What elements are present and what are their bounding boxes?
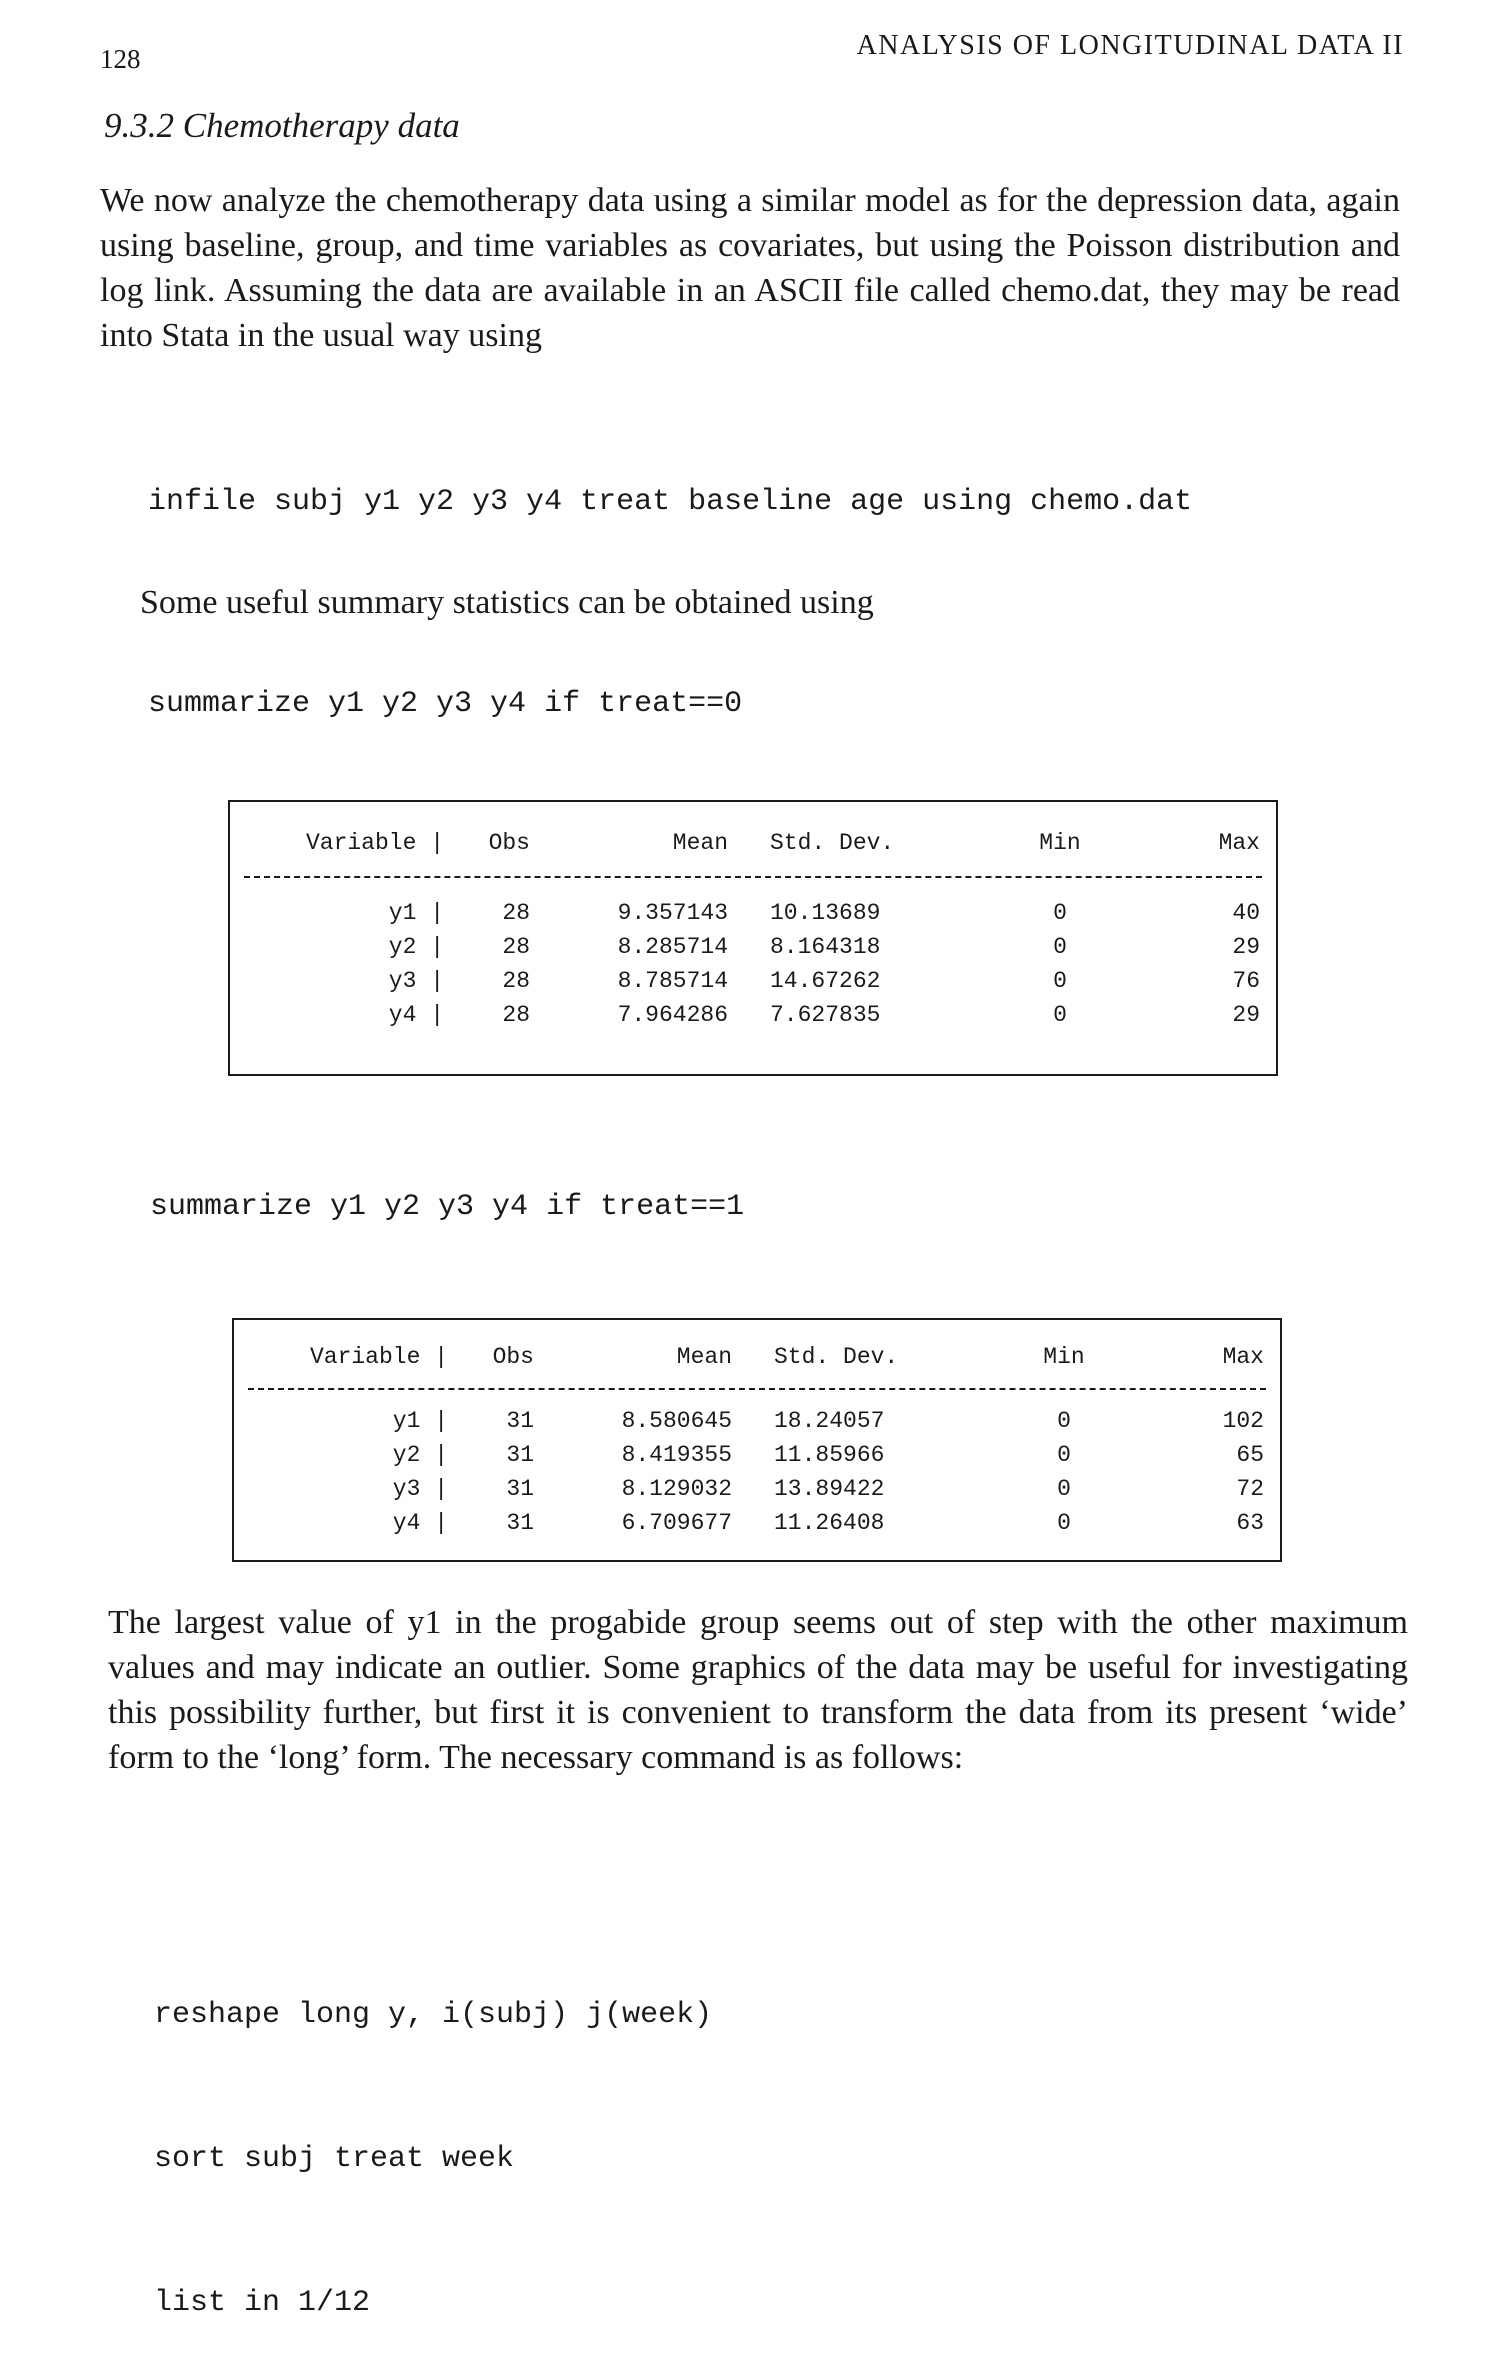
cell-obs: 31 [506, 1510, 534, 1536]
table-row [234, 1404, 1280, 1438]
section-heading: 9.3.2 Chemotherapy data [104, 106, 460, 145]
header-min: Min [1043, 1344, 1085, 1370]
table-row [230, 896, 1276, 930]
running-header: ANALYSIS OF LONGITUDINAL DATA II [856, 30, 1404, 61]
cell-min: 0 [1053, 1002, 1067, 1028]
cell-mean: 8.419355 [621, 1442, 732, 1468]
reshape-code-block [154, 1895, 712, 2375]
header-max: Max [1222, 1344, 1264, 1370]
table-row [234, 1472, 1280, 1506]
summary-table-treat0 [228, 800, 1278, 1076]
cell-min: 0 [1053, 900, 1067, 926]
cell-max: 40 [1232, 900, 1260, 926]
table-row [230, 930, 1276, 964]
cell-variable: y2 | [392, 1442, 448, 1468]
cell-variable: y4 | [388, 1002, 444, 1028]
cell-obs: 31 [506, 1442, 534, 1468]
cell-sd: 7.627835 [770, 1002, 881, 1028]
cell-min: 0 [1057, 1476, 1071, 1502]
cell-max: 102 [1222, 1408, 1264, 1434]
table-row [234, 1506, 1280, 1540]
table-header-row [234, 1340, 1280, 1374]
page-number: 128 [100, 44, 141, 74]
table-header-row [230, 826, 1276, 860]
cell-max: 29 [1232, 1002, 1260, 1028]
summarize-treat0-command: summarize y1 y2 y3 y4 if treat==0 [148, 687, 743, 721]
cell-variable: y3 | [392, 1476, 448, 1502]
outlier-paragraph: The largest value of y1 in the progabide group seems out of step with the other maximum values and may indicate an outlier. Some graphics of the data may be useful for investigating this possibility further, but first it is convenient to transform the data from its present ‘wide’ form to the ‘long’ form. The necessary command is as follows: [108, 1604, 1408, 1776]
cell-obs: 28 [502, 1002, 530, 1028]
cell-sd: 11.26408 [774, 1510, 885, 1536]
cell-variable: y4 | [392, 1510, 448, 1536]
infile-command: infile subj y1 y2 y3 y4 treat baseline age using chemo.dat [148, 485, 1193, 519]
cell-sd: 14.67262 [770, 968, 881, 994]
cell-variable: y2 | [388, 934, 444, 960]
cell-sd: 11.85966 [774, 1442, 885, 1468]
cell-variable: y3 | [388, 968, 444, 994]
header-variable: Variable | [305, 830, 444, 856]
cell-max: 65 [1236, 1442, 1264, 1468]
intro-paragraph: We now analyze the chemotherapy data using a similar model as for the depression data, again using baseline, group, and time variables as covariates, but using the Poisson distribution and log link. Assuming the data are available in an ASCII file called chemo.dat, they may be read into Stata in the usual way using [100, 182, 1400, 354]
cell-min: 0 [1053, 968, 1067, 994]
cell-mean: 8.785714 [617, 968, 728, 994]
cell-mean: 8.129032 [621, 1476, 732, 1502]
header-sd: Std. Dev. [770, 830, 895, 856]
cell-sd: 10.13689 [770, 900, 881, 926]
cell-min: 0 [1057, 1442, 1071, 1468]
header-min: Min [1039, 830, 1081, 856]
table-divider [244, 876, 1262, 878]
header-mean: Mean [676, 1344, 732, 1370]
table-row [234, 1438, 1280, 1472]
header-obs: Obs [488, 830, 530, 856]
cell-max: 29 [1232, 934, 1260, 960]
cell-variable: y1 | [392, 1408, 448, 1434]
header-max: Max [1218, 830, 1260, 856]
cell-mean: 9.357143 [617, 900, 728, 926]
cell-obs: 28 [502, 934, 530, 960]
cell-obs: 31 [506, 1476, 534, 1502]
cell-mean: 8.285714 [617, 934, 728, 960]
cell-max: 72 [1236, 1476, 1264, 1502]
cell-max: 76 [1232, 968, 1260, 994]
cell-obs: 28 [502, 968, 530, 994]
summary-intro-paragraph: Some useful summary statistics can be obtained using [140, 584, 874, 621]
summarize-treat1-command: summarize y1 y2 y3 y4 if treat==1 [150, 1190, 745, 1224]
cell-sd: 18.24057 [774, 1408, 885, 1434]
list-command: list in 1/12 [154, 2286, 371, 2320]
cell-sd: 13.89422 [774, 1476, 885, 1502]
cell-min: 0 [1057, 1510, 1071, 1536]
cell-sd: 8.164318 [770, 934, 881, 960]
cell-min: 0 [1053, 934, 1067, 960]
cell-mean: 6.709677 [621, 1510, 732, 1536]
header-mean: Mean [672, 830, 728, 856]
header-obs: Obs [492, 1344, 534, 1370]
header-sd: Std. Dev. [774, 1344, 899, 1370]
summary-table-treat1 [232, 1318, 1282, 1562]
table-divider [248, 1388, 1266, 1390]
cell-obs: 31 [506, 1408, 534, 1434]
cell-variable: y1 | [388, 900, 444, 926]
cell-min: 0 [1057, 1408, 1071, 1434]
cell-mean: 7.964286 [617, 1002, 728, 1028]
cell-mean: 8.580645 [621, 1408, 732, 1434]
cell-obs: 28 [502, 900, 530, 926]
cell-max: 63 [1236, 1510, 1264, 1536]
table-row [230, 998, 1276, 1032]
table-row [230, 964, 1276, 998]
header-variable: Variable | [309, 1344, 448, 1370]
reshape-command: reshape long y, i(subj) j(week) [154, 1998, 713, 2032]
sort-command: sort subj treat week [154, 2142, 515, 2176]
